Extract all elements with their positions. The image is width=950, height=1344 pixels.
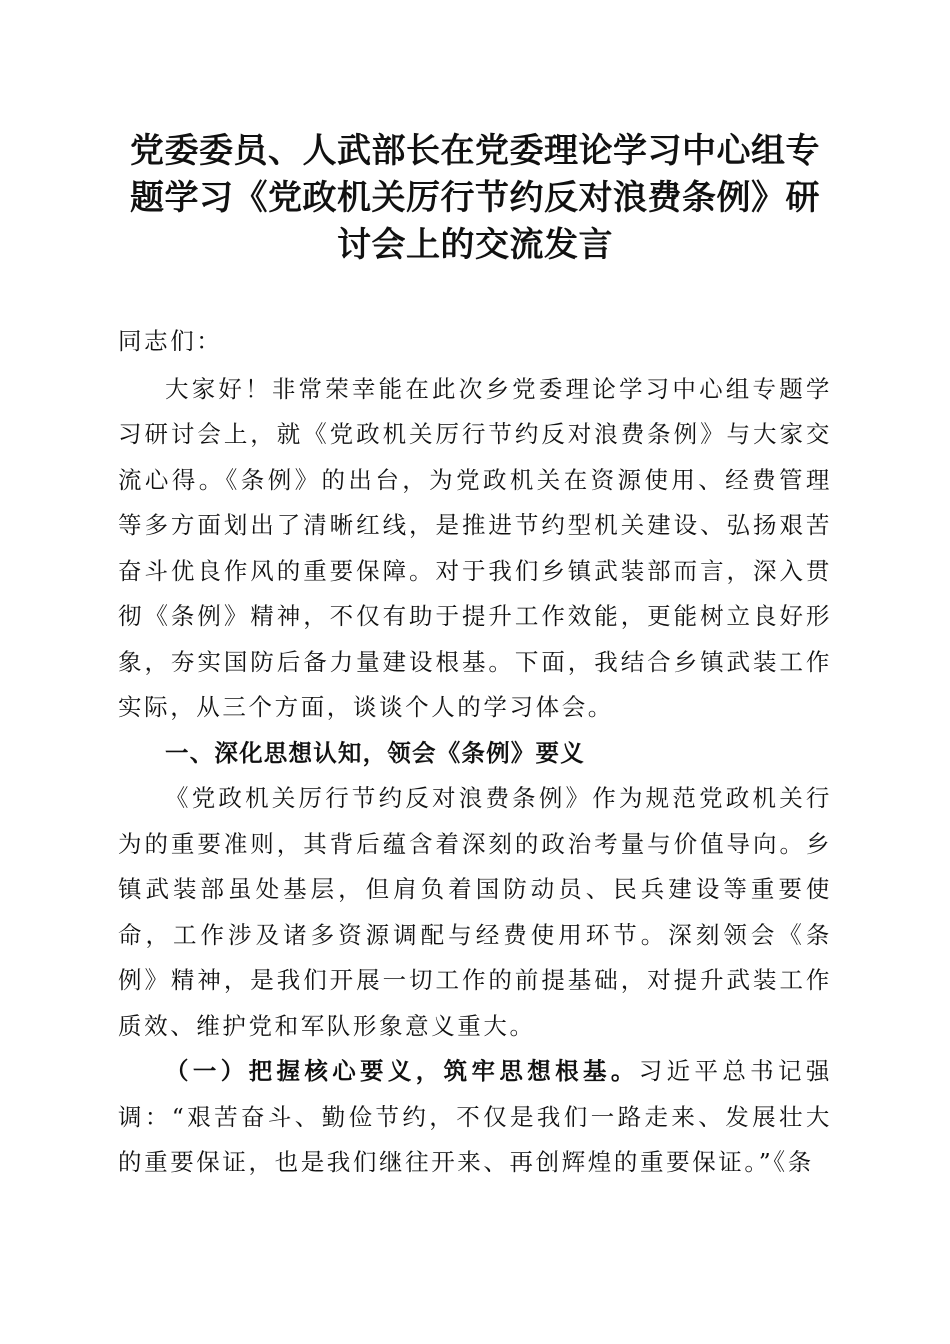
document-body — [118, 319, 832, 1186]
subsection-text: 习近平总书记强调：“艰苦奋斗、勤俭节约，不仅是我们一路走来、发展壮大的重要保证，也是我们继往开来、再创辉煌的重要保证。”《条 — [118, 1057, 833, 1176]
subsection-paragraph — [118, 1049, 832, 1186]
greeting: 同志们： — [118, 327, 223, 355]
document-title — [118, 128, 832, 269]
section-heading: 一、深化思想认知，领会《条例》要义 — [165, 738, 585, 767]
title-line: 讨会上的交流发言 — [337, 225, 613, 265]
section-paragraph: 《党政机关厉行节约反对浪费条例》作为规范党政机关行为的重要准则，其背后蕴含着深刻的政治考量与价值导向。乡镇武装部虽处基层，但肩负着国防动员、民兵建设等重要使命，工作涉及诸多资源调配与经费使用环节。深刻领会《条例》精神，是我们开展一切工作的前提基础，对提升武装工作质效、维护党和军队形象意义重大。 — [118, 784, 832, 1040]
intro-paragraph: 大家好！非常荣幸能在此次乡党委理论学习中心组专题学习研讨会上，就《党政机关厉行节约反对浪费条例》与大家交流心得。《条例》的出台，为党政机关在资源使用、经费管理等多方面划出了清晰红线，是推进节约型机关建设、弘扬艰苦奋斗优良作风的重要保障。对于我们乡镇武装部而言，深入贯彻《条例》精神，不仅有助于提升工作效能，更能树立良好形象，夯实国防后备力量建设根基。下面，我结合乡镇武装工作实际，从三个方面，谈谈个人的学习体会。 — [118, 374, 832, 721]
title-line: 题学习《党政机关厉行节约反对浪费条例》研 — [130, 178, 820, 218]
subsection-heading: （一）把握核心要义，筑牢思想根基。 — [165, 1057, 639, 1085]
title-line: 党委委员、人武部长在党委理论学习中心组专 — [130, 131, 820, 171]
